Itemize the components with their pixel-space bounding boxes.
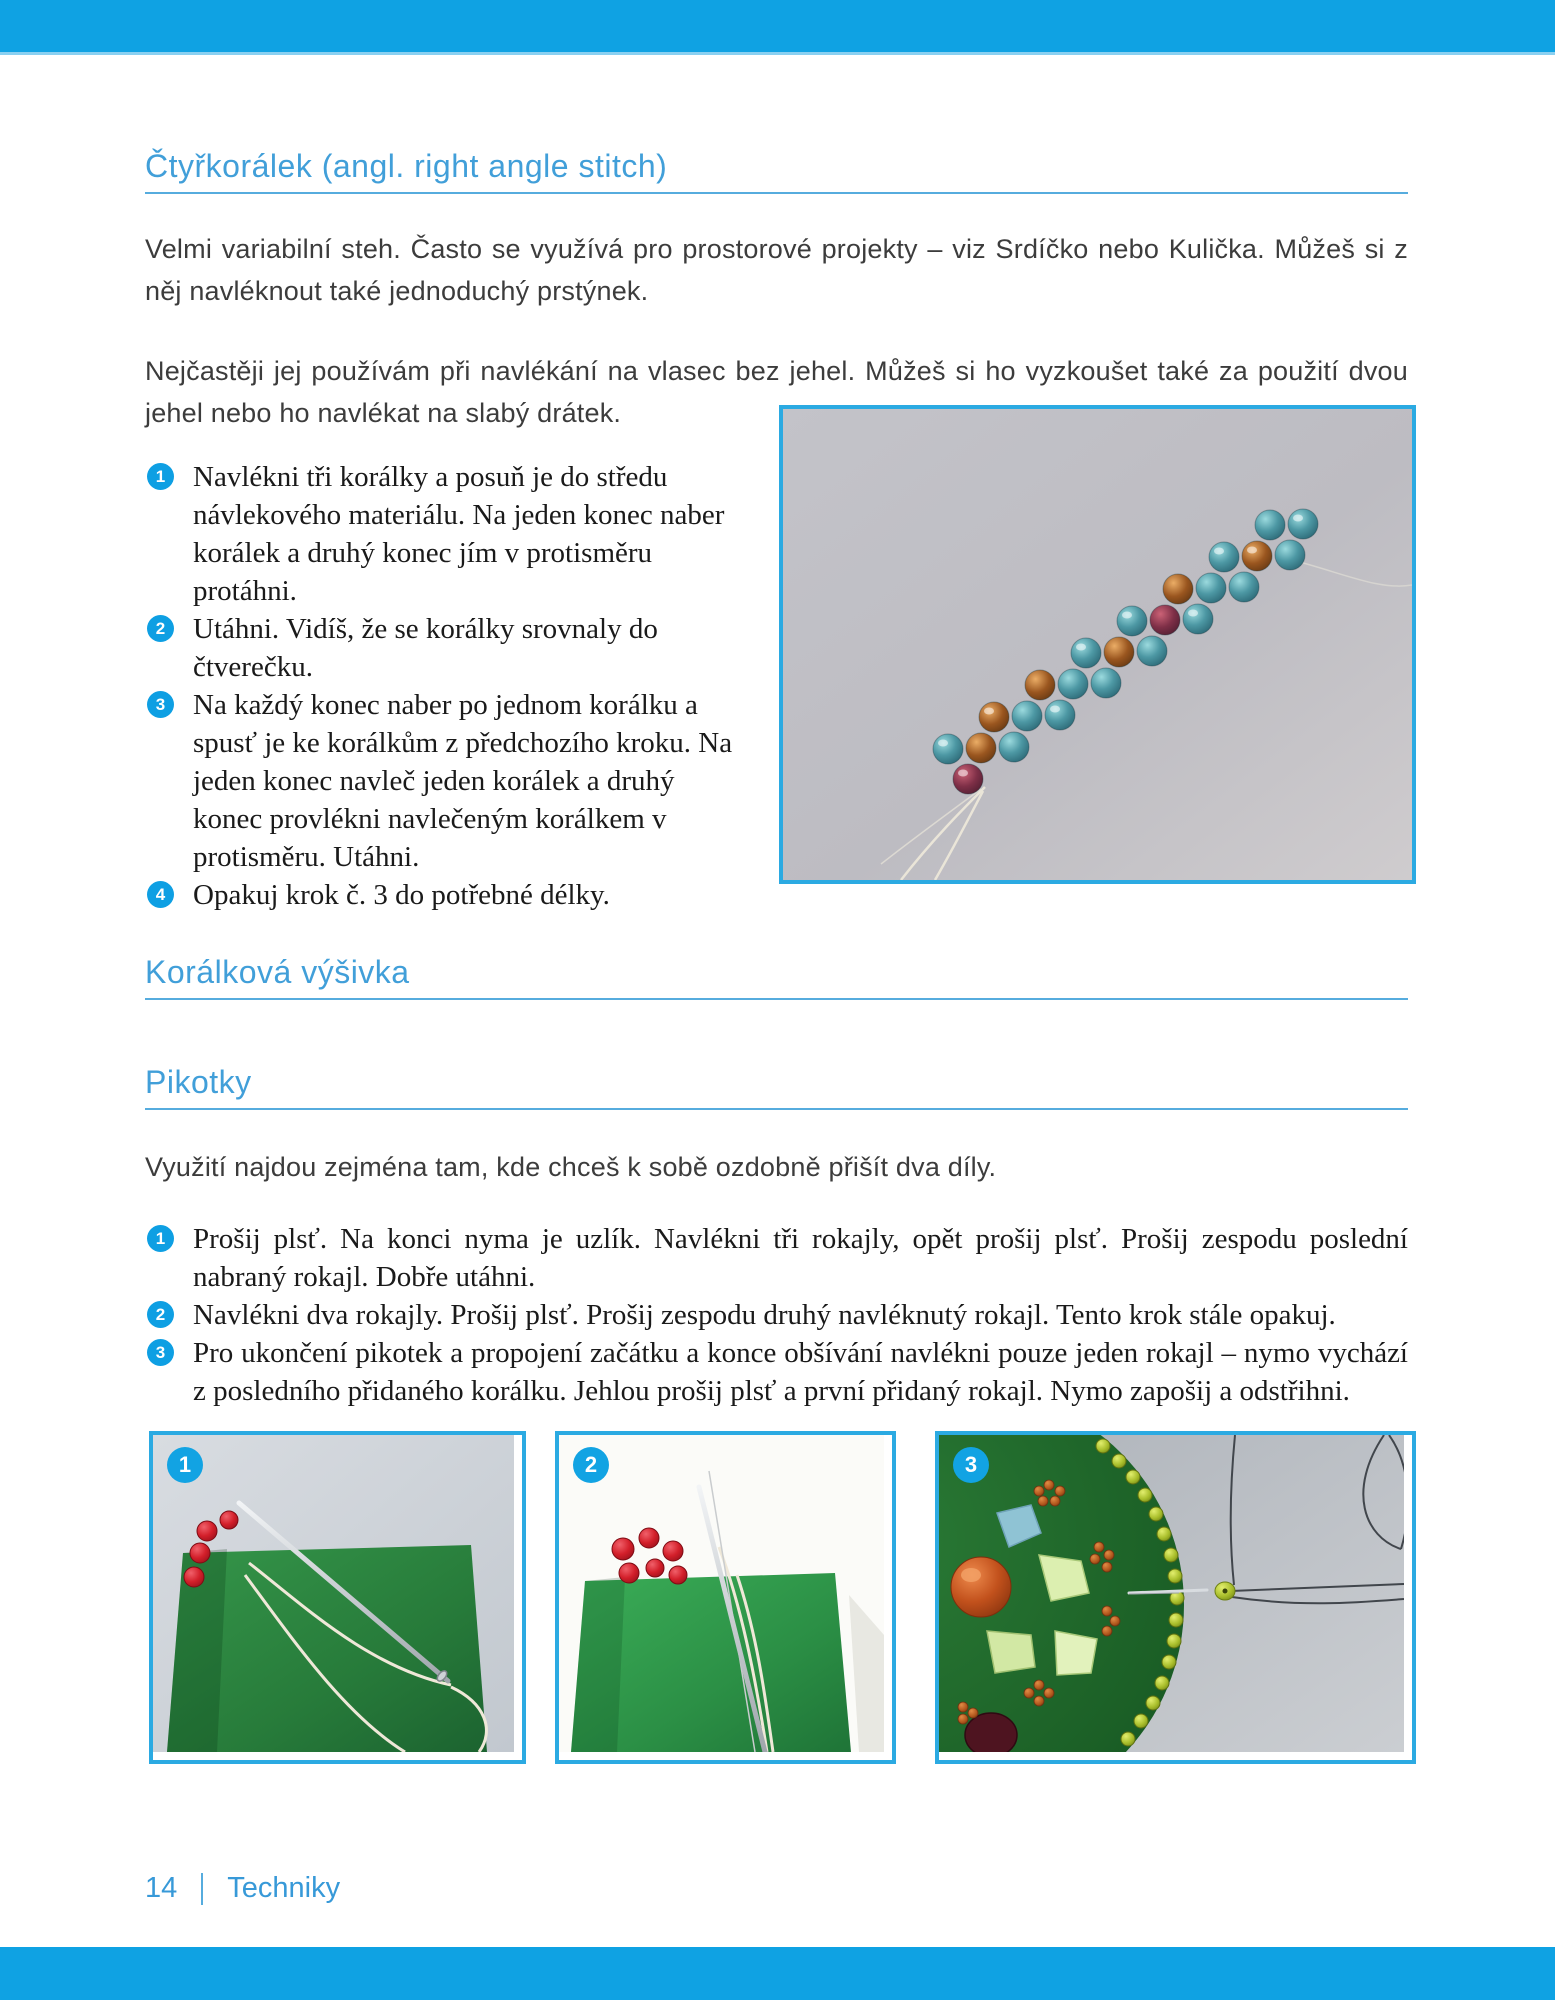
step-number-badge: 1	[147, 1225, 174, 1252]
step-text: Utáhni. Vidíš, že se korálky srovnaly do čtverečku.	[193, 613, 658, 683]
photo-number-badge: 1	[167, 1447, 203, 1483]
paragraph-ctyrkoralek-1: Velmi variabilní steh. Často se využívá pro prostorové projekty – viz Srdíčko nebo Kulička. Můžeš si z něj navléknout také jednoduchý prstýnek.	[145, 234, 1408, 306]
top-accent-bar-edge	[0, 52, 1555, 55]
section-title-koralkova-vysivka: Korálková výšivka	[145, 956, 1408, 1000]
photo-pikotky-step2	[555, 1431, 896, 1764]
step-number-badge: 1	[147, 463, 174, 490]
step-text: Na každý konec naber po jednom korálku a spusť je ke korálkům z předchozího kroku. Na jeden konec navleč jeden korálek a druhý konec provlékni navlečeným korálkem v protisměru. Utáhni.	[193, 689, 733, 873]
step-item	[145, 686, 740, 876]
step-item	[145, 1220, 1408, 1296]
step-text: Navlékni tři korálky a posuň je do středu návlekového materiálu. Na jeden konec naber korálek a druhý konec jím v protisměru protáhni.	[193, 461, 725, 607]
step-item	[145, 876, 740, 914]
step-text: Prošij plsť. Na konci nyma je uzlík. Navlékni tři rokajly, opět prošij plsť. Prošij zespodu poslední nabraný rokajl. Dobře utáhni.	[193, 1223, 1408, 1293]
photo-pikotky-step3	[935, 1431, 1416, 1764]
steps-ctyrkoralek	[145, 458, 740, 914]
paragraph-ctyrkoralek-2: Nejčastěji jej používám při navlékání na vlasec bez jehel. Můžeš si ho vyzkoušet také za použití dvou jehel nebo ho navlékat na slabý drátek.	[145, 356, 1408, 428]
step-number-badge: 3	[147, 691, 174, 718]
step-number-badge: 3	[147, 1339, 174, 1366]
steps-pikotky	[145, 1220, 1408, 1410]
photo-number-badge: 3	[953, 1447, 989, 1483]
photo-right-angle-stitch	[779, 405, 1416, 884]
photo-number-badge: 2	[573, 1447, 609, 1483]
bead-chain-illustration	[783, 409, 1412, 880]
step-number-badge: 2	[147, 1301, 174, 1328]
photo-pikotky-step1	[149, 1431, 526, 1764]
section-title-pikotky: Pikotky	[145, 1066, 1408, 1110]
page-number: 14	[145, 1872, 178, 1904]
top-accent-bar	[0, 0, 1555, 52]
paragraph-pikotky: Využití najdou zejména tam, kde chceš k sobě ozdobně přišít dva díly.	[145, 1152, 997, 1182]
step-item	[145, 610, 740, 686]
felt-beads-needle-illustration	[153, 1435, 514, 1752]
step-text: Pro ukončení pikotek a propojení začátku a konce obšívání navlékni pouze jeden rokajl – nymo vychází z posledního přidaného korálku. Jehlou prošij plsť a první přidaný rokajl. Nymo zapošij a odstřihni.	[193, 1337, 1408, 1407]
step-number-badge: 4	[147, 881, 174, 908]
beaded-felt-edge-illustration	[939, 1435, 1404, 1752]
footer-divider	[201, 1873, 203, 1905]
section-title-ctyrkoralek: Čtyřkorálek (angl. right angle stitch)	[145, 150, 1408, 194]
step-number-badge: 2	[147, 615, 174, 642]
step-text: Navlékni dva rokajly. Prošij plsť. Prošij zespodu druhý navléknutý rokajl. Tento krok stále opakuj.	[193, 1299, 1336, 1331]
step-item	[145, 1296, 1408, 1334]
page-footer	[145, 1872, 340, 1905]
bottom-accent-bar	[0, 1947, 1555, 2000]
footer-section-label: Techniky	[227, 1872, 341, 1904]
step-item	[145, 1334, 1408, 1410]
step-item	[145, 458, 740, 610]
felt-beads-needle-illustration	[559, 1435, 884, 1752]
threaded-seed-bead	[1215, 1582, 1235, 1600]
step-text: Opakuj krok č. 3 do potřebné délky.	[193, 879, 610, 911]
